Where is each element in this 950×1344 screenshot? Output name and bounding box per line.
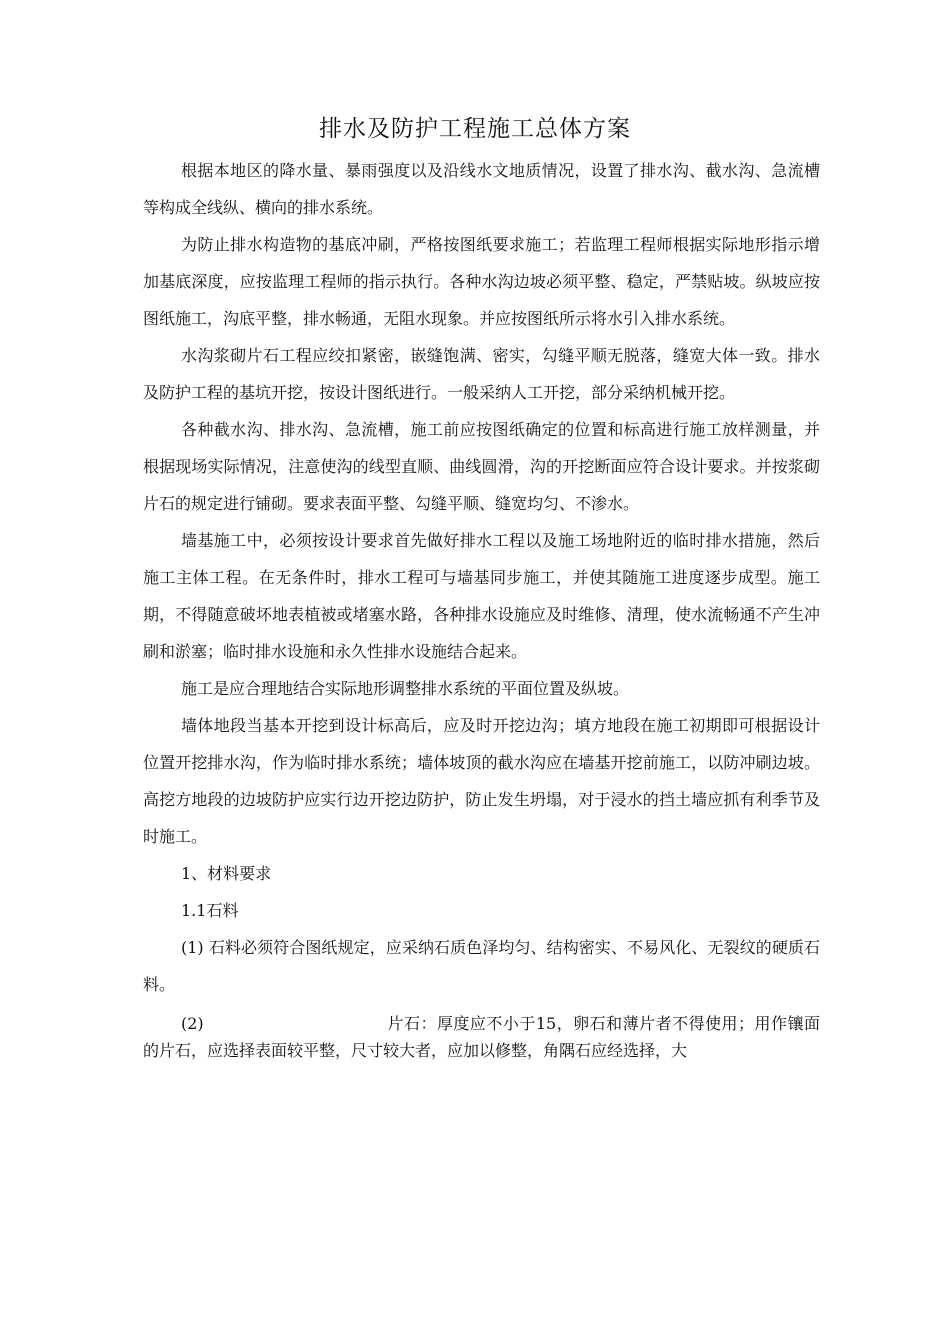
list-item-1: (1) 石料必须符合图纸规定，应采纳石质色泽均匀、结构密实、不易风化、无裂纹的硬质石料。 — [143, 938, 820, 994]
paragraph-foundation-scour: 为防止排水构造物的基底冲刷，严格按图纸要求施工；若监理工程师根据实际地形指示增加基底深度，应按监理工程师的指示执行。各种水沟边坡必须平整、稳定，严禁贴坡。纵坡应按图纸施工，沟底平整，排水畅通，无阻水现象。并应按图纸所示将水引入排水系统。 — [143, 235, 820, 328]
paragraph-adjust-system: 施工是应合理地结合实际地形调整排水系统的平面位置及纵坡。 — [181, 679, 630, 698]
list-item-2 — [143, 1003, 820, 1064]
list-item-2-number: (2) — [181, 1014, 204, 1033]
document-body — [143, 152, 820, 1064]
list-item-2-text: 片石：厚度应不小于15，卵石和薄片者不得使用；用作镶面的片石，应选择表面较平整，尺寸较大者，应加以修整，角隅石应经选择，大 — [143, 1014, 820, 1060]
paragraph-excavation: 墙体地段当基本开挖到设计标高后，应及时开挖边沟；填方地段在施工初期即可根据设计位置开挖排水沟，作为临时排水系统；墙体坡顶的截水沟应在墙基开挖前施工，以防冲刷边坡。高挖方地段的边坡防护应实行边开挖边防护，防止发生坍塌，对于浸水的挡土墙应抓有利季节及时施工。 — [143, 716, 820, 846]
paragraph-drainage-system: 根据本地区的降水量、暴雨强度以及沿线水文地质情况，设置了排水沟、截水沟、急流槽等构成全线纵、横向的排水系统。 — [143, 161, 820, 217]
paragraph-masonry: 水沟浆砌片石工程应绞扣紧密，嵌缝饱满、密实，勾缝平顺无脱落，缝宽大体一致。排水及防护工程的基坑开挖，按设计图纸进行。一般采纳人工开挖，部分采纳机械开挖。 — [143, 346, 820, 402]
paragraph-ditch-layout: 各种截水沟、排水沟、急流槽，施工前应按图纸确定的位置和标高进行施工放样测量，并根据现场实际情况，注意使沟的线型直顺、曲线圆滑，沟的开挖断面应符合设计要求。并按浆砌片石的规定进行铺砌。要求表面平整、勾缝平顺、缝宽均匀、不渗水。 — [143, 420, 820, 513]
document-title: 排水及防护工程施工总体方案 — [319, 116, 631, 142]
section-heading: 1、材料要求 — [181, 864, 272, 883]
subsection-heading: 1.1石料 — [181, 901, 239, 920]
paragraph-wall-foundation: 墙基施工中，必须按设计要求首先做好排水工程以及施工场地附近的临时排水措施，然后施工主体工程。在无条件时，排水工程可与墙基同步施工，并使其随施工进度逐步成型。施工期，不得随意破坏地表植被或堵塞水路，各种排水设施应及时维修、清理，使水流畅通不产生冲刷和淤塞；临时排水设施和永久性排水设施结合起来。 — [143, 531, 820, 661]
